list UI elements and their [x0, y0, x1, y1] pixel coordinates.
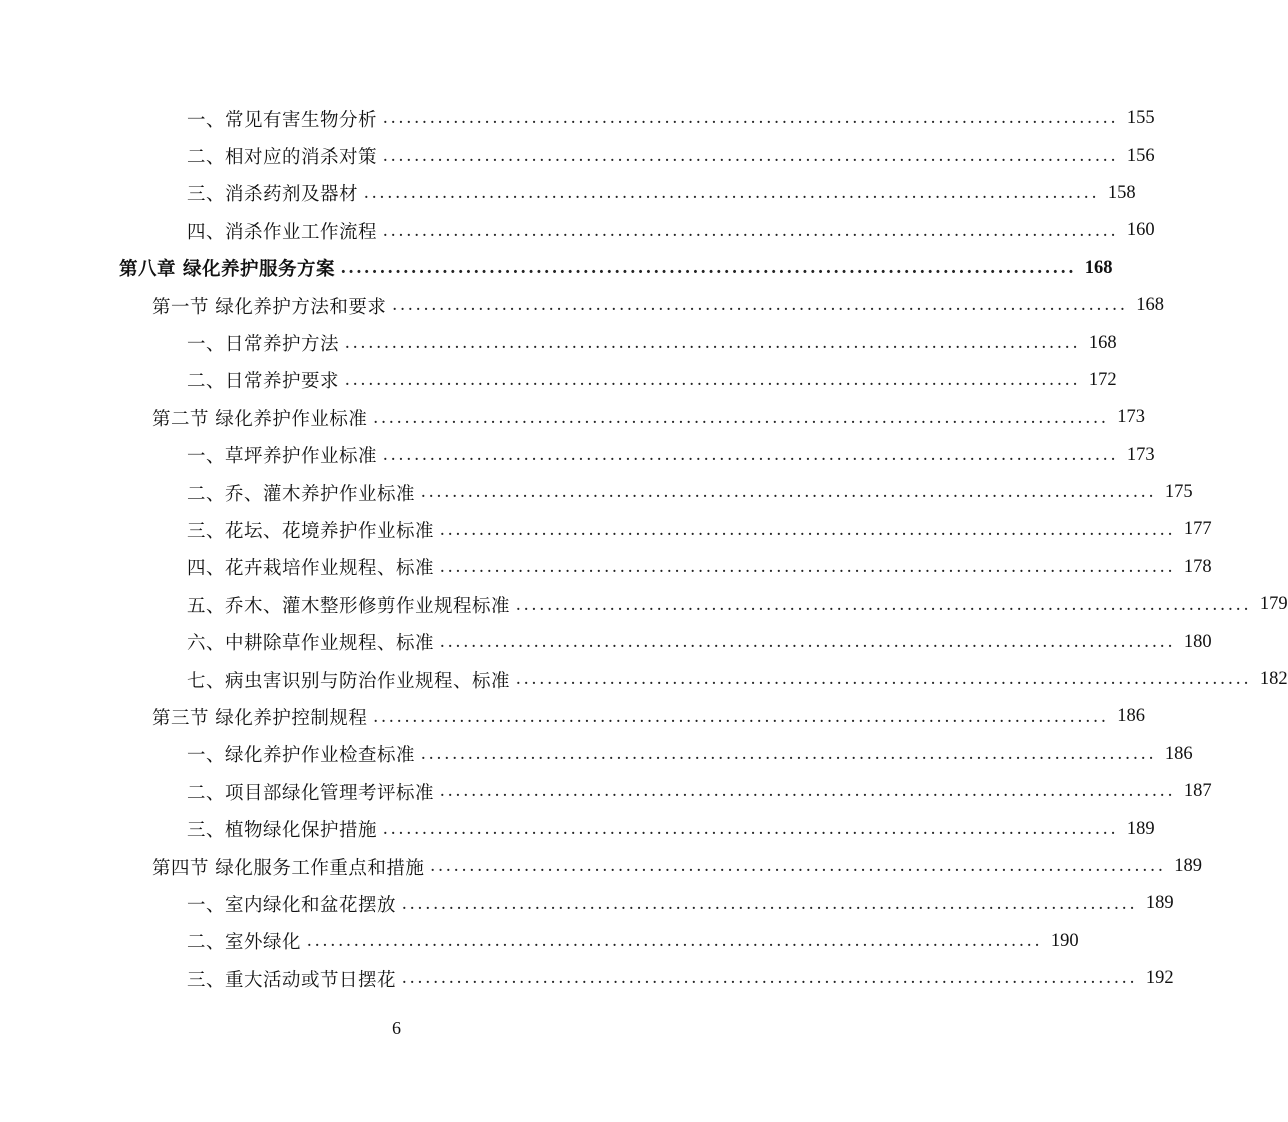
- toc-dot-leader: ..............................................................................................: [383, 818, 1119, 839]
- toc-dot-leader: ..............................................................................................: [440, 519, 1176, 540]
- toc-dot-leader: ..............................................................................................: [430, 856, 1166, 877]
- toc-dot-leader: ..............................................................................................: [364, 183, 1100, 204]
- toc-entry[interactable]: [0, 960, 1174, 997]
- toc-entry[interactable]: [0, 137, 1155, 174]
- toc-dot-leader: ..............................................................................................: [421, 482, 1157, 503]
- toc-dot-leader: ..............................................................................................: [440, 631, 1176, 652]
- toc-dot-leader: ..............................................................................................: [440, 557, 1176, 578]
- toc-entry-title: 二、相对应的消杀对策: [187, 147, 378, 169]
- toc-dot-leader: ..............................................................................................: [402, 893, 1138, 914]
- toc-entry-page: 189: [1145, 893, 1174, 914]
- toc-entry[interactable]: [0, 212, 1155, 249]
- toc-entry-title: 一、室内绿化和盆花摆放: [187, 894, 397, 916]
- toc-entry[interactable]: [0, 923, 1079, 960]
- toc-entry-page: 172: [1088, 369, 1117, 390]
- toc-dot-leader: ..............................................................................................: [383, 145, 1119, 166]
- toc-entry-page: 168: [1136, 295, 1164, 316]
- toc-entry[interactable]: [0, 324, 1117, 361]
- toc-section-entry[interactable]: [0, 848, 1202, 885]
- toc-dot-leader: ..............................................................................................: [516, 594, 1252, 615]
- toc-section-entry[interactable]: [0, 698, 1145, 735]
- toc-dot-leader: ..............................................................................................: [373, 407, 1109, 428]
- toc-entry-page: 175: [1164, 482, 1193, 503]
- toc-entry[interactable]: [0, 362, 1117, 399]
- toc-entry[interactable]: [0, 885, 1174, 922]
- toc-dot-leader: ..............................................................................................: [383, 444, 1119, 465]
- toc-dot-leader: ..............................................................................................: [421, 744, 1157, 765]
- toc-entry-title: 七、病虫害识别与防治作业规程、标准: [187, 670, 511, 692]
- toc-entry-page: 189: [1174, 856, 1202, 876]
- toc-dot-leader: ..............................................................................................: [345, 332, 1081, 353]
- toc-entry-title: 一、绿化养护作业检查标准: [187, 745, 416, 767]
- toc-entry-title: 二、日常养护要求: [187, 371, 340, 393]
- toc-section-title: 第三节 绿化养护控制规程: [152, 707, 368, 729]
- toc-entry[interactable]: [0, 586, 1288, 623]
- toc-section-entry[interactable]: [0, 287, 1164, 324]
- toc-entry-title: 二、乔、灌木养护作业标准: [187, 483, 416, 505]
- page-number: 6: [392, 1018, 401, 1038]
- toc-chapter-title: 第八章 绿化养护服务方案: [119, 259, 335, 281]
- toc-entry-page: 168: [1084, 257, 1113, 278]
- toc-dot-leader: ..............................................................................................: [373, 706, 1109, 727]
- toc-entry-page: 186: [1164, 743, 1193, 764]
- toc-section-title: 第一节 绿化养护方法和要求: [152, 296, 387, 318]
- toc-entry[interactable]: [0, 175, 1136, 212]
- toc-dot-leader: ..............................................................................................: [392, 295, 1128, 316]
- toc-entry-title: 一、草坪养护作业标准: [187, 446, 378, 468]
- toc-dot-leader: ..............................................................................................: [516, 669, 1252, 690]
- toc-entry-page: 173: [1117, 407, 1145, 428]
- toc-entry[interactable]: [0, 549, 1212, 586]
- toc-section-entry[interactable]: [0, 399, 1145, 436]
- toc-entry[interactable]: [0, 810, 1155, 847]
- toc-entry[interactable]: [0, 511, 1212, 548]
- toc-entry-title: 三、消杀药剂及器材: [187, 184, 359, 206]
- toc-entry-page: 173: [1126, 444, 1155, 465]
- toc-entry[interactable]: [0, 773, 1212, 810]
- toc-entry-page: 155: [1126, 108, 1155, 129]
- toc-entry-title: 四、花卉栽培作业规程、标准: [187, 558, 435, 580]
- toc-entry[interactable]: [0, 437, 1155, 474]
- toc-dot-leader: ..............................................................................................: [383, 108, 1119, 129]
- toc-section-title: 第二节 绿化养护作业标准: [152, 408, 368, 430]
- toc-entry-title: 一、日常养护方法: [187, 334, 340, 356]
- toc-entry-title: 二、项目部绿化管理考评标准: [187, 782, 435, 804]
- toc-entry-title: 五、乔木、灌木整形修剪作业规程标准: [187, 595, 511, 617]
- toc-dot-leader: ..............................................................................................: [440, 781, 1176, 802]
- toc-entry-page: 189: [1126, 818, 1155, 839]
- toc-entry-title: 六、中耕除草作业规程、标准: [187, 633, 435, 655]
- toc-entry-title: 四、消杀作业工作流程: [187, 221, 378, 243]
- toc-entry-page: 178: [1183, 556, 1212, 577]
- toc-entry-page: 187: [1183, 781, 1212, 802]
- toc-entry-title: 三、重大活动或节日摆花: [187, 969, 397, 991]
- toc-entry-page: 158: [1107, 182, 1136, 203]
- toc-entry-page: 168: [1088, 332, 1117, 353]
- toc-entry[interactable]: [0, 623, 1212, 660]
- toc-entry-page: 160: [1126, 220, 1155, 241]
- toc-dot-leader: ..............................................................................................: [340, 258, 1077, 278]
- toc-dot-leader: ..............................................................................................: [383, 220, 1119, 241]
- toc-entry-page: 190: [1050, 930, 1079, 951]
- toc-entry-title: 三、花坛、花境养护作业标准: [187, 520, 435, 542]
- table-of-contents: [0, 100, 1288, 997]
- toc-entry[interactable]: [0, 474, 1193, 511]
- toc-entry-page: 180: [1183, 631, 1212, 652]
- toc-entry-title: 三、植物绿化保护措施: [187, 820, 378, 842]
- toc-entry-page: 177: [1183, 519, 1212, 540]
- toc-entry-page: 192: [1145, 968, 1174, 989]
- toc-dot-leader: ..............................................................................................: [402, 968, 1138, 989]
- toc-dot-leader: ..............................................................................................: [307, 931, 1043, 952]
- toc-entry-title: 二、室外绿化: [187, 932, 302, 954]
- toc-entry-title: 一、常见有害生物分析: [187, 109, 378, 131]
- toc-entry-page: 156: [1126, 145, 1155, 166]
- toc-entry-page: 186: [1117, 706, 1145, 727]
- toc-entry[interactable]: [0, 661, 1288, 698]
- toc-entry[interactable]: [0, 736, 1193, 773]
- toc-dot-leader: ..............................................................................................: [345, 370, 1081, 391]
- toc-entry-page: 182: [1259, 669, 1288, 690]
- toc-chapter-entry[interactable]: [0, 250, 1113, 287]
- toc-section-title: 第四节 绿化服务工作重点和措施: [152, 857, 425, 879]
- toc-entry-page: 179: [1259, 594, 1288, 615]
- toc-entry[interactable]: [0, 100, 1155, 137]
